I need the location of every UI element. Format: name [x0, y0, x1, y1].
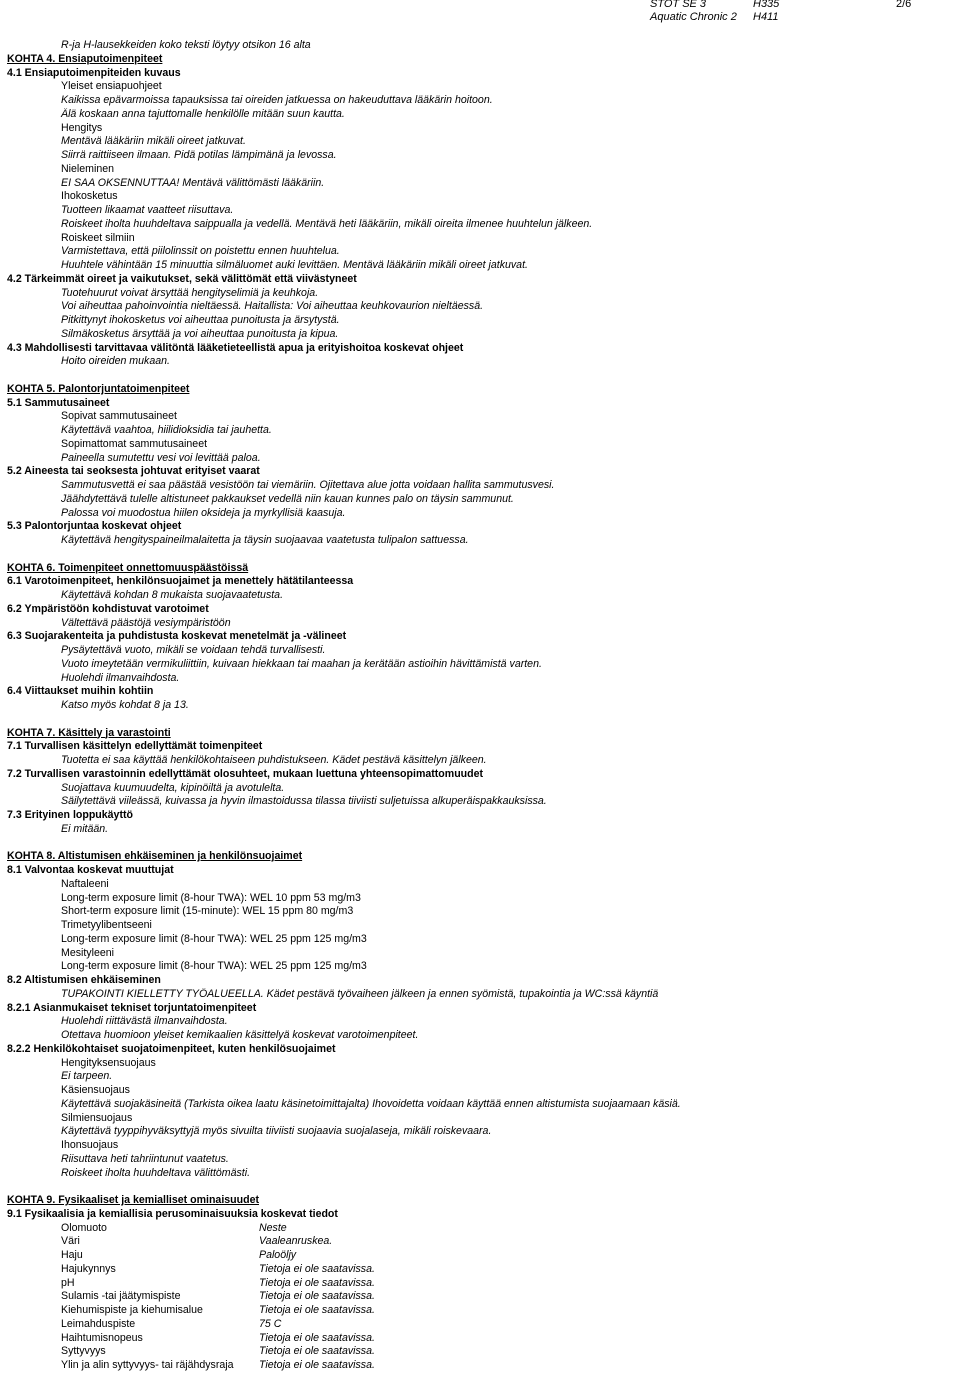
text-line: Voi aiheuttaa pahoinvointia nieltäessä. Haitallista: Voi aiheuttaa keuhkovaurion nieltäessä.: [61, 300, 484, 313]
blank-line: [7, 837, 952, 851]
text-line: Huolehdi ilmanvaihdosta.: [61, 671, 180, 684]
document-body: [7, 39, 952, 1222]
text-line: Riisuttava heti tahriintunut vaatetus.: [61, 1152, 229, 1165]
text-line: R-ja H-lausekkeiden koko teksti löytyy otsikon 16 alta: [61, 39, 311, 51]
subsection-heading: 8.2.2 Henkilökohtaiset suojatoimenpiteet, kuten henkilösuojaimet: [7, 1042, 336, 1055]
property-row: [7, 1332, 952, 1346]
subsection-heading: 4.3 Mahdollisesti tarvittavaa välitöntä lääketieteellistä apua ja erityishoitoa koskevat ohjeet: [7, 341, 464, 354]
text-line: Vuoto imeytetään vermikuliittiin, kuivaan hiekkaan tai maahan ja kerätään astioihin hävittämistä varten.: [61, 657, 542, 670]
property-row: [7, 1249, 952, 1263]
item-label: Short-term exposure limit (15-minute): WEL 15 ppm 80 mg/m3: [61, 905, 354, 918]
property-label: pH: [61, 1276, 75, 1289]
subsection-heading: 7.3 Erityinen loppukäyttö: [7, 809, 133, 821]
text-line: Käytettävä hengityspaineilmalaitetta ja täysin suojaavaa vaatetusta tulipalon sattuessa.: [61, 534, 469, 546]
text-line: Tuotehuurut voivat ärsyttää hengityselimiä ja keuhkoja.: [61, 286, 319, 299]
subsection-heading: 6.2 Ympäristöön kohdistuvat varotoimet: [7, 602, 209, 615]
property-row: [7, 1359, 952, 1373]
item-label: Ihonsuojaus: [61, 1139, 119, 1151]
subsection-heading: 5.2 Aineesta tai seoksesta johtuvat erityiset vaarat: [7, 465, 260, 478]
property-label: Kiehumispiste ja kiehumisalue: [61, 1304, 203, 1316]
text-line: EI SAA OKSENNUTTAA! Mentävä välittömästi lääkäriin.: [61, 176, 325, 189]
text-line: TUPAKOINTI KIELLETTY TYÖALUEELLA. Kädet pestävä työvaiheen jälkeen ja ennen syömistä, tupakointia ja WC:ssä käyntiä: [61, 987, 659, 1000]
text-line: Käytettävä tyyppihyväksyttyjä myös sivuilta tiiviisti suojaavia suojalaseja, mikäli roiskevaara.: [61, 1125, 492, 1138]
property-value: Vaaleanruskea.: [259, 1235, 333, 1248]
text-line: Roiskeet iholta huuhdeltava saippualla ja vedellä. Mentävä heti lääkäriin, mikäli oireita ilmenee huuhtelun jälkeen.: [61, 217, 593, 230]
item-label: Silmiensuojaus: [61, 1111, 133, 1124]
aquatic-class: Aquatic Chronic 2: [650, 11, 737, 23]
stot-class: STOT SE 3: [650, 0, 707, 10]
text-line: Paineella sumutettu vesi voi levittää paloa.: [61, 451, 261, 464]
text-line: Katso myös kohdat 8 ja 13.: [61, 699, 189, 711]
subsection-heading: 6.4 Viittaukset muihin kohtiin: [7, 685, 154, 698]
subsection-heading: 4.2 Tärkeimmät oireet ja vaikutukset, sekä välittömät että viivästyneet: [7, 272, 357, 285]
subsection-heading: 6.1 Varotoimenpiteet, henkilönsuojaimet ja menettely hätätilanteessa: [7, 575, 354, 588]
text-line: Suojattava kuumuudelta, kipinöiltä ja avotulelta.: [61, 781, 285, 794]
subsection-heading: 8.1 Valvontaa koskevat muuttujat: [7, 864, 174, 876]
property-row: [7, 1290, 952, 1304]
property-value: Tietoja ei ole saatavissa.: [259, 1345, 375, 1358]
blank-line: [7, 713, 952, 727]
text-line: Pitkittynyt ihokosketus voi aiheuttaa punoitusta ja ärsytystä.: [61, 314, 340, 326]
item-label: Yleiset ensiapuohjeet: [61, 80, 162, 93]
property-label: Leimahduspiste: [61, 1317, 136, 1330]
page-number: 2/6: [896, 0, 912, 10]
item-label: Nieleminen: [61, 162, 114, 175]
property-label: Olomuoto: [61, 1221, 107, 1234]
text-line: Siirrä raittiiseen ilmaan. Pidä potilas lämpimänä ja levossa.: [61, 149, 337, 161]
text-line: Mentävä lääkäriin mikäli oireet jatkuvat.: [61, 135, 246, 148]
text-line: Vältettävä päästöjä vesiympäristöön: [61, 616, 231, 629]
stot-hazard-code: H335: [753, 0, 780, 10]
item-label: Long-term exposure limit (8-hour TWA): WEL 25 ppm 125 mg/m3: [61, 932, 367, 945]
subsection-heading: 7.2 Turvallisen varastoinnin edellyttämät olosuhteet, mukaan luettuna yhteensopimattomuudet: [7, 767, 484, 780]
text-line: Säilytettävä viileässä, kuivassa ja hyvin ilmastoidussa tilassa tiiviisti suljetuissa alkuperäispakkauksissa.: [61, 795, 547, 808]
section-heading: KOHTA 7. Käsittely ja varastointi: [7, 726, 171, 739]
text-line: Kaikissa epävarmoissa tapauksissa tai oireiden jatkuessa on hakeuduttava lääkärin hoitoon.: [61, 94, 493, 106]
property-row: [7, 1222, 952, 1236]
text-line: Ei mitään.: [61, 822, 109, 835]
subsection-heading: 5.1 Sammutusaineet: [7, 396, 110, 409]
section-heading: KOHTA 6. Toimenpiteet onnettomuuspäästöissä: [7, 561, 249, 574]
blank-line: [7, 1180, 952, 1194]
aquatic-hazard-code: H411: [753, 11, 779, 23]
property-value: Paloöljy: [259, 1249, 297, 1261]
text-line: Ei tarpeen.: [61, 1070, 113, 1083]
property-row: [7, 1304, 952, 1318]
item-label: Hengitys: [61, 121, 103, 134]
property-value: Tietoja ei ole saatavissa.: [259, 1276, 375, 1289]
blank-line: [7, 548, 952, 562]
text-line: Sammutusvettä ei saa päästää vesistöön tai viemäriin. Ojitettava alue jotta voidaan hallita sammutusvesi.: [61, 479, 555, 491]
text-line: Otettava huomioon yleiset kemikaalien käsittelyä koskevat varotoimenpiteet.: [61, 1029, 419, 1041]
text-line: Tuotetta ei saa käyttää henkilökohtaiseen puhdistukseen. Kädet pestävä käsittelyn jälkeen.: [61, 754, 487, 766]
item-label: Roiskeet silmiin: [61, 231, 135, 244]
property-label: Hajukynnys: [61, 1262, 116, 1275]
text-line: Käytettävä suojakäsineitä (Tarkista oikea laatu käsinetoimittajalta) Ihovoidetta voidaan käyttää ennen altistumista suojaamaan käsiä.: [61, 1097, 681, 1110]
item-label: Sopimattomat sammutusaineet: [61, 437, 208, 450]
subsection-heading: 5.3 Palontorjuntaa koskevat ohjeet: [7, 520, 182, 533]
text-line: Pysäytettävä vuoto, mikäli se voidaan tehdä turvallisesti.: [61, 644, 326, 656]
property-value: Tietoja ei ole saatavissa.: [259, 1290, 375, 1303]
property-row: [7, 1277, 952, 1291]
section-heading: KOHTA 4. Ensiaputoimenpiteet: [7, 52, 163, 65]
item-label: Long-term exposure limit (8-hour TWA): WEL 10 ppm 53 mg/m3: [61, 891, 361, 904]
item-label: Sopivat sammutusaineet: [61, 410, 178, 423]
property-label: Haihtumisnopeus: [61, 1331, 143, 1344]
property-label: Väri: [61, 1235, 80, 1248]
property-label: Syttyvyys: [61, 1345, 106, 1358]
property-row: [7, 1263, 952, 1277]
text-line: Älä koskaan anna tajuttomalle henkilölle mitään suun kautta.: [61, 107, 345, 120]
text-line: Varmistettava, että piilolinssit on poistettu ennen huuhtelua.: [61, 245, 340, 258]
property-label: Haju: [61, 1249, 83, 1261]
item-label: Trimetyylibentseeni: [61, 919, 152, 931]
text-line: Käytettävä kohdan 8 mukaista suojavaatetusta.: [61, 589, 284, 601]
property-value: Tietoja ei ole saatavissa.: [259, 1359, 375, 1371]
property-label: Ylin ja alin syttyvyys- tai räjähdysraja: [61, 1359, 234, 1371]
item-label: Mesityleeni: [61, 946, 114, 959]
subsection-heading: 8.2 Altistumisen ehkäiseminen: [7, 974, 161, 986]
subsection-heading: 9.1 Fysikaalisia ja kemiallisia perusominaisuuksia koskevat tiedot: [7, 1207, 338, 1220]
text-line: Huuhtele vähintään 15 minuuttia silmäluomet auki levittäen. Mentävä lääkäriin mikäli oireet jatkuvat.: [61, 259, 528, 271]
item-label: Ihokosketus: [61, 190, 118, 203]
item-label: Long-term exposure limit (8-hour TWA): WEL 25 ppm 125 mg/m3: [61, 960, 367, 973]
property-row: [7, 1318, 952, 1332]
blank-line: [7, 369, 952, 383]
property-value: 75 C: [259, 1317, 282, 1330]
subsection-heading: 8.2.1 Asianmukaiset tekniset torjuntatoimenpiteet: [7, 1001, 257, 1014]
property-value: Tietoja ei ole saatavissa.: [259, 1331, 375, 1344]
text-line: Hoito oireiden mukaan.: [61, 355, 170, 368]
text-line: Palossa voi muodostua hiilen oksideja ja myrkyllisiä kaasuja.: [61, 506, 346, 519]
property-value: Neste: [259, 1221, 287, 1234]
property-row: [7, 1235, 952, 1249]
property-value: Tietoja ei ole saatavissa.: [259, 1262, 375, 1275]
section-heading: KOHTA 5. Palontorjuntatoimenpiteet: [7, 382, 190, 395]
item-label: Naftaleeni: [61, 877, 109, 890]
property-label: Sulamis -tai jäätymispiste: [61, 1290, 181, 1303]
item-label: Hengityksensuojaus: [61, 1056, 156, 1069]
text-line: Silmäkosketus ärsyttää ja voi aiheuttaa punoitusta ja kipua.: [61, 327, 339, 340]
text-line: Käytettävä vaahtoa, hiilidioksidia tai jauhetta.: [61, 424, 272, 436]
property-value: Tietoja ei ole saatavissa.: [259, 1304, 375, 1316]
subsection-heading: 6.3 Suojarakenteita ja puhdistusta koskevat menetelmät ja -välineet: [7, 630, 347, 643]
text-line: Roiskeet iholta huuhdeltava välittömästi.: [61, 1166, 251, 1179]
text-line: Jäähdytettävä tulelle altistuneet pakkaukset vedellä niin kauan kunnes palo on täysin sammunut.: [61, 492, 514, 505]
item-label: Käsiensuojaus: [61, 1084, 130, 1096]
section-heading: KOHTA 8. Altistumisen ehkäiseminen ja henkilönsuojaimet: [7, 850, 303, 863]
property-row: [7, 1345, 952, 1359]
section-heading: KOHTA 9. Fysikaaliset ja kemialliset ominaisuudet: [7, 1194, 259, 1206]
subsection-heading: 7.1 Turvallisen käsittelyn edellyttämät toimenpiteet: [7, 740, 263, 753]
properties-table: [7, 1222, 952, 1373]
text-line: Tuotteen likaamat vaatteet riisuttava.: [61, 204, 234, 216]
text-line: Huolehdi riittävästä ilmanvaihdosta.: [61, 1015, 228, 1028]
subsection-heading: 4.1 Ensiaputoimenpiteiden kuvaus: [7, 66, 181, 79]
